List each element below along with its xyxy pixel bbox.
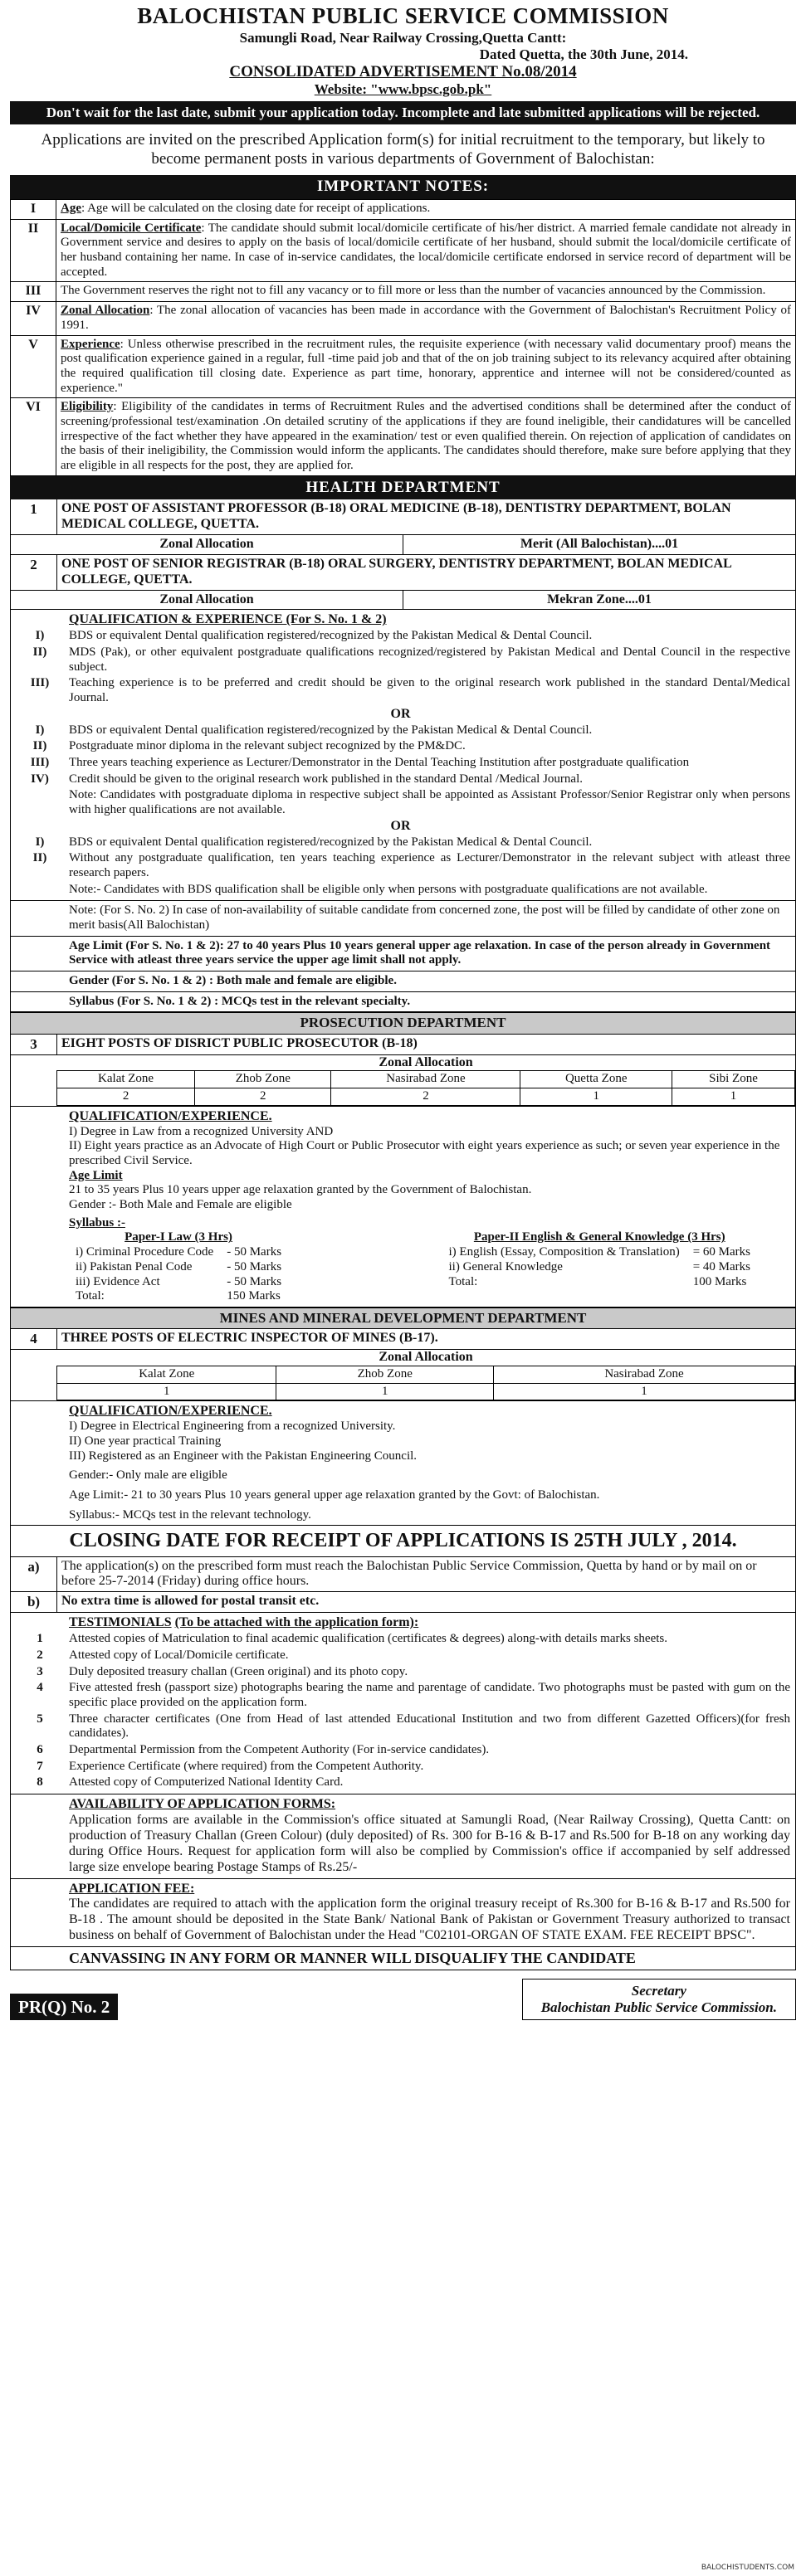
testimonials-sub: (To be attached with the application form): (174, 1615, 419, 1630)
qual-item (11, 787, 790, 818)
address: Samungli Road, Near Railway Crossing,Quetta Cantt: (239, 29, 567, 46)
paper-marks: 100 Marks (692, 1274, 747, 1288)
zone-count: 2 (57, 1088, 195, 1106)
pros-age-heading: Age Limit (69, 1168, 123, 1182)
qual-item: I) Degree in Law from a recognized University AND (69, 1124, 334, 1138)
site-watermark: BALOCHISTUDENTS.COM (701, 2564, 794, 2573)
note-row (11, 335, 796, 398)
or-divider: OR (390, 818, 411, 833)
fee-text: The candidates are required to attach with the application form the original treasury receipt of Rs.300 for B-16 & B-17 and Rs.500 for B-18 . The amount should be deposited in the State Bank/ National Bank of Pakistan or Government Treasury authorized to transact business on behalf of Government of Balochistan under the Head "C02101-ORGAN OF STATE EXAM. FEE RECEIPT BPSC". (69, 1897, 790, 1943)
zone-count: 2 (331, 1088, 520, 1106)
health-syllabus: Syllabus (For S. No. 1 & 2) : MCQs test in the relevant specialty. (10, 992, 796, 1013)
qual-text: Note: Candidates with postgraduate diploma in respective subject shall be appointed as Assistant Professor/Senior Registrar only when persons with higher qualifications are not available. (69, 788, 790, 817)
paper-subject: i) Criminal Procedure Code (76, 1245, 214, 1259)
zone-name: Nasirabad Zone (494, 1366, 795, 1383)
paper-2 (442, 1230, 758, 1303)
note-number: V (11, 335, 56, 398)
qual-item: II) Eight years practice as an Advocate of High Court or Public Prosecutor with eight years experience as such; or seven year experience in the prescribed Civil Service. (69, 1139, 780, 1168)
note-number: II (11, 219, 56, 282)
za-title: Zonal Allocation (379, 1350, 473, 1365)
zone-count: 2 (195, 1088, 331, 1106)
post-title: EIGHT POSTS OF DISRICT PUBLIC PROSECUTOR (B-18) (56, 1035, 795, 1054)
qual-number: I) (35, 629, 45, 643)
testimonial-text: Three character certificates (One from Head of last attended Educational Institution and two from different Gazetted Officers)(for fresh candidates). (69, 1712, 790, 1741)
qual-item (11, 755, 790, 772)
note-text (56, 219, 796, 282)
application-fee (10, 1879, 796, 1948)
paper-row (442, 1275, 758, 1290)
note-text (56, 199, 796, 219)
testimonial-item (11, 1648, 790, 1664)
availability-text: Application forms are available in the Commission's office situated at Samungli Road, (Near Railway Crossing), Quetta Cantt: on production of Treasury Challan (Green Colour) (duly deposited) of Rs. 300 for B-16 & B-17 and Rs.500 for B-18 on any working day during Office Hours. Request for application form will also be complied by Commission's office if accompanied by self addressed large size envelope bearing Postage Stamps of Rs.25/- (69, 1813, 790, 1874)
footer (10, 1979, 796, 2020)
note-row (11, 398, 796, 475)
closing-date-title: CLOSING DATE FOR RECEIPT OF APPLICATIONS IS 25TH JULY , 2014. (10, 1526, 796, 1556)
pros-qual-heading: QUALIFICATION/EXPERIENCE. (69, 1108, 272, 1123)
note-number: IV (11, 302, 56, 335)
zone-count: 1 (520, 1088, 672, 1106)
paper-subject: Total: (76, 1289, 105, 1303)
availability-heading: AVAILABILITY OF APPLICATION FORMS: (69, 1797, 336, 1812)
testimonial-text: Attested copy of Local/Domicile certificate. (69, 1648, 289, 1662)
fee-heading: APPLICATION FEE: (69, 1881, 195, 1896)
mines-zones (10, 1350, 796, 1401)
zone-name: Kalat Zone (57, 1071, 195, 1088)
paper-row (442, 1260, 758, 1275)
note-row (11, 282, 796, 302)
qual-text: Without any postgraduate qualification, ten years teaching experience as Lecturer/Demonstrator in the relevant subject with atleast three research papers. (69, 851, 790, 879)
note-body: : Age will be calculated on the closing date for receipt of applications. (81, 201, 431, 215)
zone-name: Quetta Zone (520, 1071, 672, 1088)
qual-text: Teaching experience is to be preferred and credit should be given to the original research work published in the standard Dental/Medical Journal. (69, 676, 790, 705)
paper-1-title: Paper-I Law (3 Hrs) (125, 1230, 232, 1244)
qual-number: III) (30, 676, 50, 690)
paper-2-title: Paper-II English & General Knowledge (3 Hrs) (473, 1230, 725, 1244)
qual-number: II) (32, 851, 47, 865)
za-label: Zonal Allocation (159, 536, 254, 551)
paper-subject: ii) General Knowledge (448, 1259, 563, 1273)
qual-number: III) (30, 755, 50, 769)
commission-name: Balochistan Public Service Commission. (540, 1999, 777, 2016)
qual-number: II) (32, 645, 47, 659)
note-label: Eligibility (61, 400, 114, 414)
qual-item (11, 675, 790, 706)
note-row (11, 199, 796, 219)
testimonial-number: 5 (37, 1712, 43, 1726)
pros-age: 21 to 35 years Plus 10 years upper age relaxation granted by the Government of Balochistan. (69, 1183, 532, 1197)
paper-marks: 150 Marks (227, 1289, 281, 1303)
warning-banner: Don't wait for the last date, submit your application today. Incomplete and late submitted applications will be rejected. (10, 101, 796, 124)
prosecution-title: PROSECUTION DEPARTMENT (10, 1012, 796, 1034)
note-body: : Unless otherwise prescribed in the recruitment rules, the requisite experience (with necessary valid documentary proof) means the post qualification experience gained in a regular, full -time paid job and that of the on job training subject to its relevancy acquired after obtaining the required qualification till closing date. Experience as part time, honorary, apprentice and internee will not be considered/counted as experience." (61, 337, 791, 395)
pros-syllabus-heading: Syllabus :- (69, 1215, 125, 1230)
health-note: Note: (For S. No. 2) In case of non-availability of suitable candidate from concerned zone, the post will be filled by candidate of other zone on merit basis(All Balochistan) (10, 901, 796, 936)
intro-text: Applications are invited on the prescribed Application form(s) for initial recruitment to the temporary, but likely to become permanent posts in various departments of Government of Balochistan: (41, 131, 765, 168)
qual-item (11, 772, 790, 788)
zone-count: 1 (57, 1383, 276, 1400)
paper-row (69, 1289, 288, 1304)
zone-name: Zhob Zone (195, 1071, 331, 1088)
testimonial-text: Departmental Permission from the Competent Authority (For in-service candidates). (69, 1743, 490, 1757)
health-post (10, 499, 796, 535)
note-text (56, 398, 796, 475)
note-body: The Government reserves the right not to fill any vacancy or to fill more or less than the number of vacancies announced by the Commission. (61, 284, 766, 298)
note-row (11, 302, 796, 335)
item-label: b) (27, 1594, 41, 1610)
testimonial-item (11, 1775, 790, 1791)
note-row (11, 219, 796, 282)
post-title: ONE POST OF SENIOR REGISTRAR (B-18) ORAL SURGERY, DENTISTRY DEPARTMENT, BOLAN MEDICAL COLLEGE, QUETTA. (56, 555, 795, 590)
header (10, 3, 796, 98)
pros-gender: Gender :- Both Male and Female are eligible (69, 1198, 292, 1212)
testimonial-number: 4 (37, 1681, 43, 1695)
qual-item (11, 723, 790, 739)
paper-marks: = 60 Marks (692, 1245, 750, 1259)
paper-row (442, 1245, 758, 1260)
note-number: I (11, 199, 56, 219)
paper-row (69, 1260, 288, 1275)
zonal-allocation (10, 535, 796, 555)
testimonial-item (11, 1664, 790, 1681)
testimonial-item (11, 1759, 790, 1775)
post-number: 3 (30, 1035, 37, 1052)
za-label: Zonal Allocation (159, 592, 254, 606)
qual-text: Postgraduate minor diploma in the relevant subject recognized by the PM&DC. (69, 739, 466, 753)
dated: Dated Quetta, the 30th June, 2014. (479, 46, 688, 62)
testimonials (10, 1613, 796, 1794)
qual-item: I) Degree in Electrical Engineering from a recognized University. (69, 1419, 396, 1434)
za-value: Mekran Zone....01 (403, 591, 795, 610)
qual-text: BDS or equivalent Dental qualification registered/recognized by the Pakistan Medical & Dental Council. (69, 629, 593, 643)
health-post (10, 555, 796, 591)
zonal-allocation (10, 591, 796, 611)
post-number: 4 (30, 1330, 37, 1346)
testimonial-item (11, 1712, 790, 1742)
testimonial-text: Experience Certificate (where required) from the Competent Authority. (69, 1759, 424, 1773)
note-label: Local/Domicile Certificate (61, 221, 202, 235)
prosecution-qualification (10, 1107, 796, 1307)
mines-syllabus: Syllabus:- MCQs test in the relevant technology. (69, 1507, 311, 1522)
item-label: a) (27, 1558, 40, 1575)
testimonial-number: 2 (37, 1648, 43, 1662)
testimonial-text: Five attested fresh (passport size) photographs bearing the name and parentage of candidate. Two photographs must be pasted with gum on the specific place provided on the application form. (69, 1681, 790, 1709)
qual-text: BDS or equivalent Dental qualification registered/recognized by the Pakistan Medical & Dental Council. (69, 723, 593, 737)
testimonial-item (11, 1631, 790, 1648)
testimonials-heading: TESTIMONIALS (69, 1615, 172, 1630)
mines-age: Age Limit:- 21 to 30 years Plus 10 years general upper age relaxation granted by the Govt: of Balochistan. (69, 1488, 600, 1502)
qual-item: III) Registered as an Engineer with the Pakistan Engineering Council. (69, 1449, 418, 1463)
availability (10, 1794, 796, 1878)
testimonial-number: 1 (37, 1632, 43, 1646)
zone-name: Sibi Zone (672, 1071, 795, 1088)
qual-text: MDS (Pak), or other equivalent postgraduate qualifications recognized/registered by Pakistan Medical and Dental Council in the respective subject. (69, 645, 790, 674)
qual-item (11, 738, 790, 755)
secretary-block (522, 1979, 796, 2020)
paper-subject: ii) Pakistan Penal Code (76, 1259, 193, 1273)
post-number: 2 (30, 556, 37, 572)
qual-item: II) One year practical Training (69, 1434, 222, 1448)
notes-title: IMPORTANT NOTES: (10, 175, 796, 198)
paper-marks: - 50 Marks (227, 1274, 282, 1288)
closing-a-text: The application(s) on the prescribed form must reach the Balochistan Public Service Commission, Quetta by hand or by mail on or before 25-7-2014 (Friday) during office hours. (56, 1557, 795, 1592)
note-body: : The candidate should submit local/domicile certificate of his/her district. A married female candidate not already in Government service and desires to apply on the basis of local/domicile certificate of her husband, should submit the local/domicile certificate of her husband containing her name. In case of in-service candidates, the local/domicile certificate endorsed in service record of department will be accepted. (61, 221, 791, 279)
qual-text: Credit should be given to the original research work published in the standard Dental /Medical Journal. (69, 772, 584, 786)
qual-text: Three years teaching experience as Lecturer/Demonstrator in the Dental Teaching Institution after postgraduate qualification (69, 755, 690, 769)
paper-subject: i) English (Essay, Composition & Translation) (448, 1245, 680, 1259)
paper-subject: iii) Evidence Act (76, 1274, 160, 1288)
zone-count: 1 (276, 1383, 494, 1400)
website-link[interactable]: Website: "www.bpsc.gob.pk" (314, 81, 492, 98)
prosecution-post (10, 1035, 796, 1055)
adv-number: CONSOLIDATED ADVERTISEMENT No.08/2014 (229, 62, 577, 80)
paper-marks: = 40 Marks (692, 1259, 750, 1273)
qual-text: Note:- Candidates with BDS qualification shall be eligible only when persons with postgraduate qualifications are not available. (69, 882, 708, 896)
mines-qualification (10, 1401, 796, 1526)
qual-number: I) (35, 835, 45, 849)
health-qual-heading: QUALIFICATION & EXPERIENCE (For S. No. 1 & 2) (69, 612, 387, 627)
paper-row (69, 1275, 288, 1290)
note-label: Experience (61, 337, 120, 351)
note-label: Age (61, 201, 81, 215)
mines-title: MINES AND MINERAL DEVELOPMENT DEPARTMENT (10, 1307, 796, 1329)
testimonial-number: 7 (37, 1759, 43, 1773)
note-body: : The zonal allocation of vacancies has been made in accordance with the Government of Balochistan's Recruitment Policy of 1991. (61, 304, 791, 332)
post-title: ONE POST OF ASSISTANT PROFESSOR (B-18) ORAL MEDICINE (B-18), DENTISTRY DEPARTMENT, BOLAN MEDICAL COLLEGE, QUETTA. (56, 499, 795, 534)
paper-marks: - 50 Marks (227, 1259, 282, 1273)
qual-number (11, 788, 69, 817)
testimonial-text: Attested copies of Matriculation to final academic qualification (certificates & degrees) along-with details marks sheets. (69, 1632, 667, 1646)
testimonial-text: Duly deposited treasury challan (Green original) and its photo copy. (69, 1664, 408, 1678)
testimonial-item (11, 1680, 790, 1711)
qual-number: I) (35, 723, 45, 737)
notes-table (10, 199, 796, 476)
paper-1 (69, 1230, 288, 1303)
qual-text: BDS or equivalent Dental qualification registered/recognized by the Pakistan Medical & Dental Council. (69, 835, 593, 849)
qual-item (11, 628, 790, 645)
testimonials-header (11, 1615, 790, 1631)
testimonial-number: 8 (37, 1775, 43, 1790)
or-divider: OR (390, 706, 411, 721)
note-text (56, 302, 796, 335)
testimonial-number: 6 (37, 1743, 43, 1757)
qual-item (11, 835, 790, 851)
org-title: BALOCHISTAN PUBLIC SERVICE COMMISSION (137, 3, 669, 28)
qual-number (11, 883, 69, 898)
post-number: 1 (30, 501, 37, 518)
note-body: : Eligibility of the candidates in terms of Recruitment Rules and the advertised conditions shall be determined after the conduct of screening/professional test/examination .On detailed scrutiny of the applications if they are found ineligible, their candidatures will be cancelled irrespective of the fact whether they have appeared in the examination/ test or even qualified therein. On rejection of application of candidates on the basis of their ineligibility, the Commission would inform the applicants. The candidates should therefore, make sure before applying that they are eligible in all respects for the post, they are applied for. (61, 400, 791, 473)
za-value: Merit (All Balochistan)....01 (403, 535, 795, 554)
note-number: VI (11, 398, 56, 475)
health-age-limit: Age Limit (For S. No. 1 & 2): 27 to 40 years Plus 10 years general upper age relaxation. In case of the person already in Government Service with atleast three years service the upper age limit shall not apply. (10, 937, 796, 971)
za-title: Zonal Allocation (379, 1054, 473, 1069)
canvassing-warning: CANVASSING IN ANY FORM OR MANNER WILL DISQUALIFY THE CANDIDATE (10, 1947, 796, 1970)
note-text (56, 282, 796, 302)
zone-count: 1 (494, 1383, 795, 1400)
qual-number: IV) (31, 772, 49, 786)
qual-item (11, 645, 790, 675)
health-title: HEALTH DEPARTMENT (10, 476, 796, 499)
qual-item (11, 882, 790, 898)
closing-b-text: No extra time is allowed for postal transit etc. (56, 1592, 795, 1612)
mines-qual-heading: QUALIFICATION/EXPERIENCE. (69, 1404, 272, 1419)
paper-row (69, 1245, 288, 1260)
zone-name: Zhob Zone (276, 1366, 494, 1383)
paper-subject: Total: (448, 1274, 478, 1288)
zone-name: Nasirabad Zone (331, 1071, 520, 1088)
note-number: III (11, 282, 56, 302)
testimonial-number: 3 (37, 1664, 43, 1678)
testimonial-item (11, 1742, 790, 1759)
prosecution-zones (10, 1055, 796, 1107)
zone-count: 1 (672, 1088, 795, 1106)
closing-a (10, 1557, 796, 1593)
pr-number: PR(Q) No. 2 (10, 1994, 118, 2021)
closing-b (10, 1592, 796, 1613)
secretary-title: Secretary (631, 1983, 686, 1999)
qual-number: II) (32, 739, 47, 753)
syllabus-papers (69, 1230, 790, 1303)
paper-marks: - 50 Marks (227, 1245, 282, 1259)
note-text (56, 335, 796, 398)
health-gender: Gender (For S. No. 1 & 2) : Both male and female are eligible. (10, 971, 796, 992)
note-label: Zonal Allocation (61, 304, 150, 318)
zone-name: Kalat Zone (57, 1366, 276, 1383)
qual-item (11, 850, 790, 881)
testimonial-text: Attested copy of Computerized National Identity Card. (69, 1775, 344, 1790)
mines-gender: Gender:- Only male are eligible (69, 1468, 227, 1483)
mines-post (10, 1329, 796, 1350)
post-title: THREE POSTS OF ELECTRIC INSPECTOR OF MINES (B-17). (56, 1329, 795, 1349)
health-qualification (10, 610, 796, 901)
